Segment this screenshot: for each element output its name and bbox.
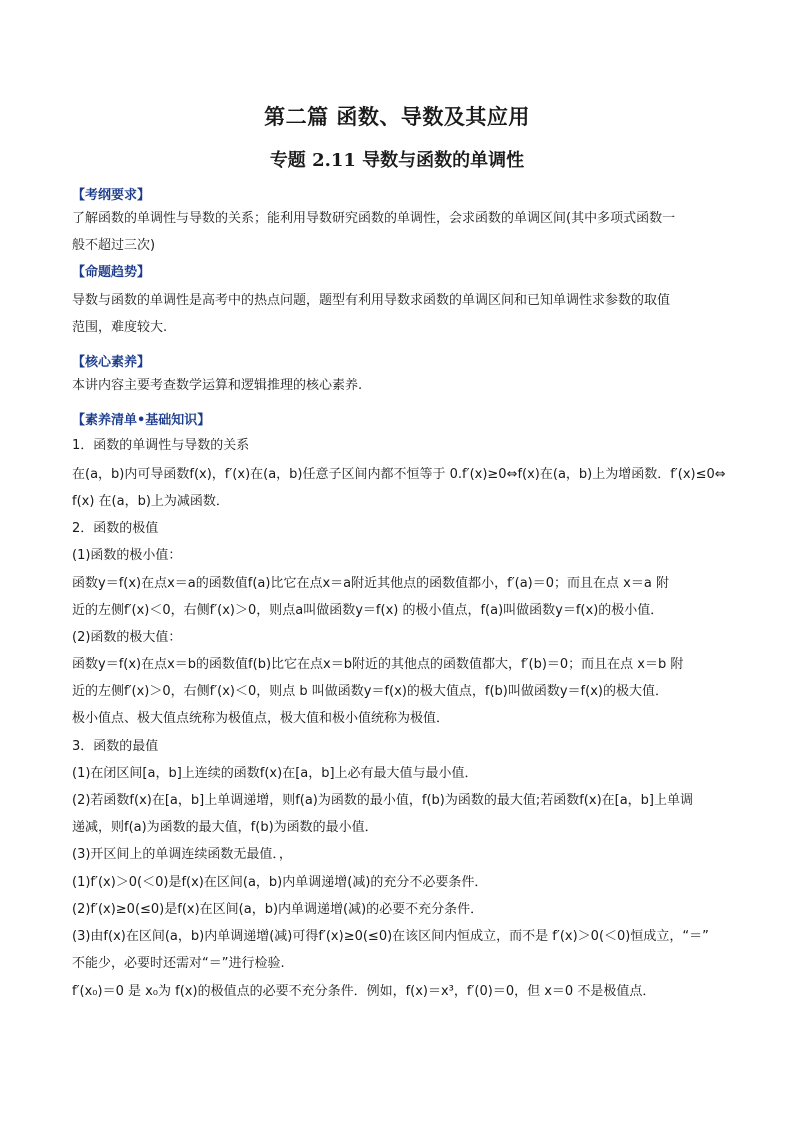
section-exam-requirements: 【考纲要求】 — [72, 188, 151, 203]
item-1-line-1: 在(a，b)内可导函数f(x)，f′(x)在(a，b)任意子区间内都不恒等于 0.f′(x)≥0⇔f(x)在(a，b)上为增函数．f′(x)≤0⇔ — [72, 467, 726, 482]
note-line-5: f′(x₀)＝0 是 x₀为 f(x)的极值点的必要不充分条件．例如，f(x)＝x³，f′(0)＝0，但 x＝0 不是极值点． — [72, 984, 656, 999]
item-1-heading: 1．函数的单调性与导数的关系 — [72, 438, 250, 453]
exam-requirements-line-1: 了解函数的单调性与导数的关系；能利用导数研究函数的单调性，会求函数的单调区间(其中多项式函数一 — [72, 211, 676, 226]
chapter-title: 第二篇 函数、导数及其应用 — [264, 104, 530, 129]
section-basic-knowledge: 【素养清单•基础知识】 — [72, 413, 211, 428]
item-3-line-2: (2)若函数f(x)在[a，b]上单调递增，则f(a)为函数的最小值，f(b)为函数的最大值;若函数f(x)在[a，b]上单调 — [72, 793, 694, 808]
core-literacy-line: 本讲内容主要考查数学运算和逻辑推理的核心素养. — [72, 378, 363, 393]
section-core-literacy: 【核心素养】 — [72, 355, 151, 370]
note-line-3: (3)由f(x)在区间(a，b)内单调递增(减)可得f′(x)≥0(≤0)在该区间内恒成立，而不是 f′(x)＞0(＜0)恒成立，“＝” — [72, 929, 709, 944]
item-2-heading: 2．函数的极值 — [72, 521, 159, 536]
item-3-line-1: (1)在闭区间[a，b]上连续的函数f(x)在[a，b]上必有最大值与最小值． — [72, 766, 478, 781]
trend-line-1: 导数与函数的单调性是高考中的热点问题，题型有利用导数求函数的单调区间和已知单调性求参数的取值 — [72, 293, 671, 308]
item-2-line-1: 函数y＝f(x)在点x＝a的函数值f(a)比它在点x＝a附近其他点的函数值都小，f′(a)＝0；而且在点 x＝a 附 — [72, 576, 669, 591]
item-2-line-3: 函数y＝f(x)在点x＝b的函数值f(b)比它在点x＝b附近的其他点的函数值都大，f′(b)＝0；而且在点 x＝b 附 — [72, 657, 684, 672]
item-1-line-2: f(x) 在(a，b)上为减函数． — [72, 494, 229, 509]
item-2-sub-2: (2)函数的极大值： — [72, 630, 182, 645]
note-line-4: 不能少，必要时还需对“＝”进行检验. — [72, 956, 285, 971]
note-line-2: (2)f′(x)≥0(≤0)是f(x)在区间(a，b)内单调递增(减)的必要不充分条件． — [72, 902, 484, 917]
item-2-line-5: 极小值点、极大值点统称为极值点，极大值和极小值统称为极值． — [72, 711, 450, 726]
item-3-heading: 3．函数的最值 — [72, 739, 159, 754]
item-2-line-4: 近的左侧f′(x)＞0，右侧f′(x)＜0，则点 b 叫做函数y＝f(x)的极大值点，f(b)叫做函数y＝f(x)的极大值． — [72, 684, 668, 699]
item-2-line-2: 近的左侧f′(x)＜0，右侧f′(x)＞0，则点a叫做函数y＝f(x) 的极小值点，f(a)叫做函数y＝f(x)的极小值． — [72, 603, 664, 618]
item-3-line-3: 递减，则f(a)为函数的最大值，f(b)为函数的最小值． — [72, 820, 378, 835]
section-trend: 【命题趋势】 — [72, 265, 151, 280]
item-2-sub-1: (1)函数的极小值： — [72, 548, 182, 563]
note-line-1: (1)f′(x)＞0(＜0)是f(x)在区间(a，b)内单调递增(减)的充分不必要条件． — [72, 875, 488, 890]
topic-title: 专题 2.11 导数与函数的单调性 — [269, 150, 525, 171]
trend-line-2: 范围，难度较大. — [72, 320, 168, 335]
exam-requirements-line-2: 般不超过三次) — [72, 238, 156, 253]
item-3-line-4: (3)开区间上的单调连续函数无最值．， — [72, 847, 292, 862]
